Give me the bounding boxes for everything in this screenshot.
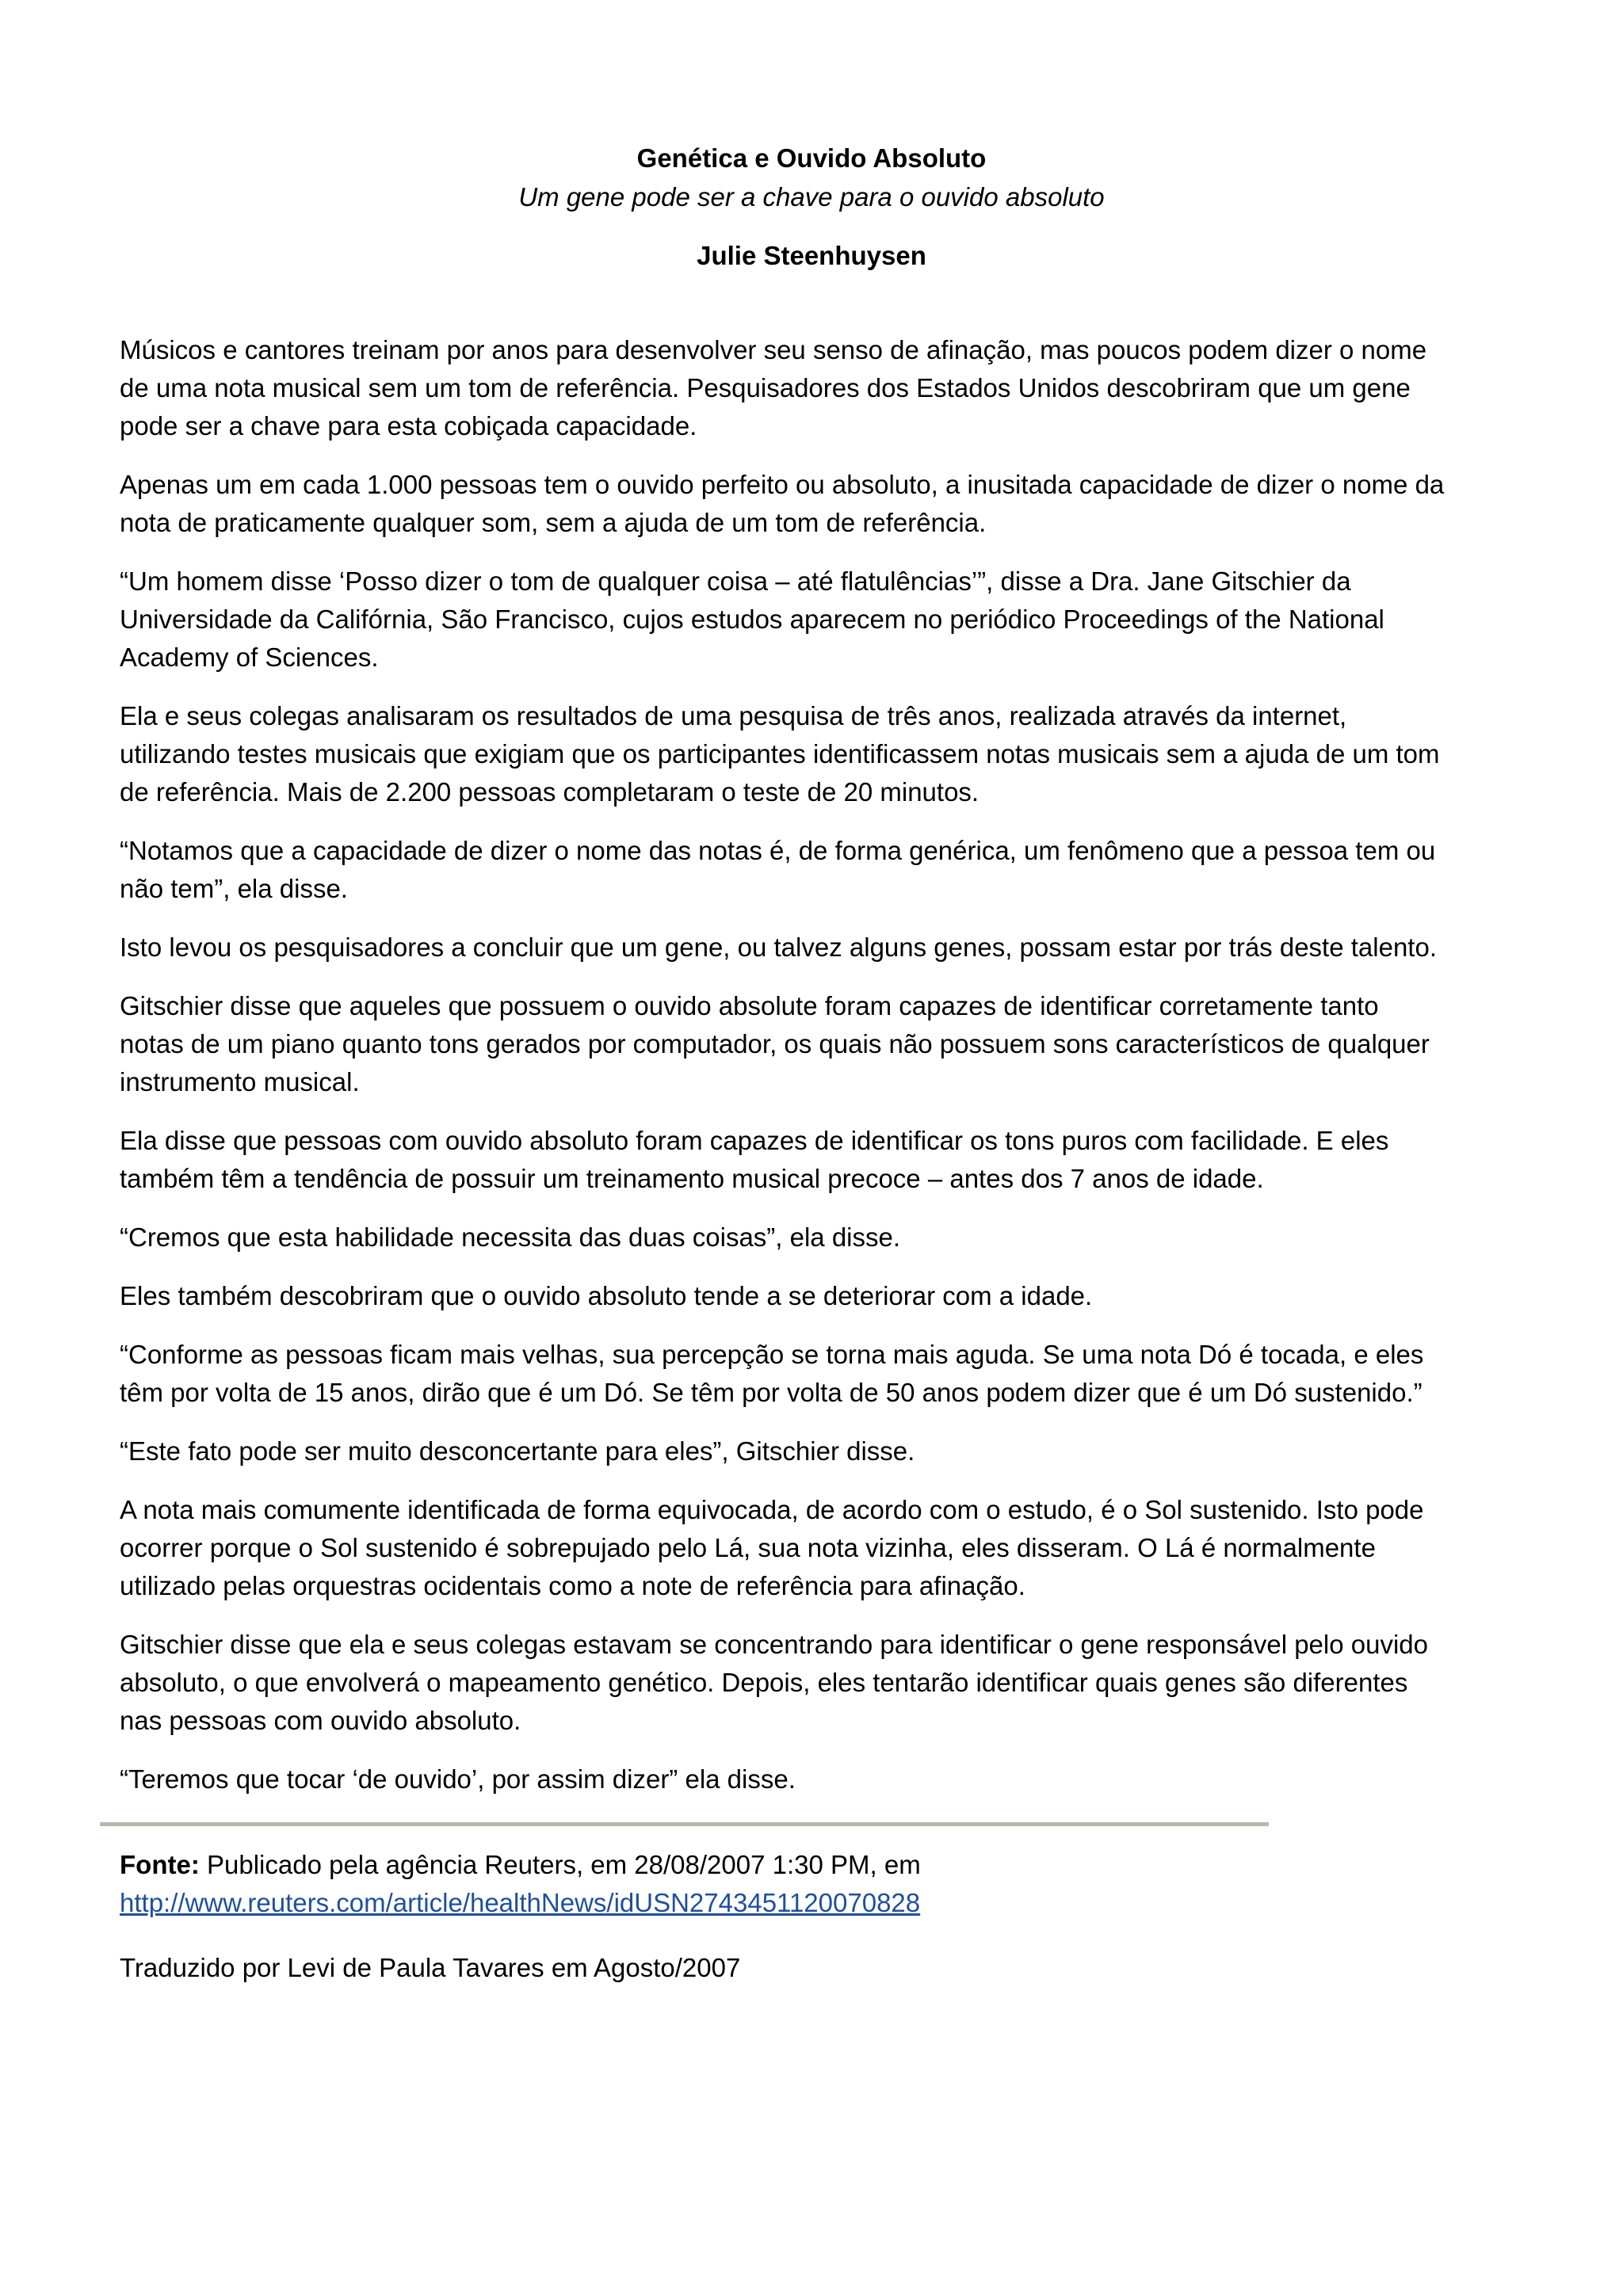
- paragraph-line: absoluto, o que envolverá o mapeamento genético. Depois, eles tentarão identificar quais genes são diferentes: [120, 1668, 1408, 1697]
- paragraph-line: nas pessoas com ouvido absoluto.: [120, 1706, 521, 1735]
- paragraph-line: pode ser a chave para esta cobiçada capacidade.: [120, 411, 697, 441]
- paragraph-line: não tem”, ela disse.: [120, 874, 348, 903]
- article-subtitle: Um gene pode ser a chave para o ouvido absoluto: [518, 182, 1105, 212]
- paragraph-line: utilizando testes musicais que exigiam que os participantes identificassem notas musicais sem a ajuda de um tom: [120, 739, 1440, 769]
- body-paragraph: [120, 1122, 1524, 1198]
- horizontal-divider: [100, 1822, 1269, 1826]
- article-author: Julie Steenhuysen: [697, 241, 926, 270]
- paragraph-line: “Cremos que esta habilidade necessita das duas coisas”, ela disse.: [120, 1222, 901, 1252]
- paragraph-line: instrumento musical.: [120, 1067, 360, 1097]
- paragraph-line: de uma nota musical sem um tom de referência. Pesquisadores dos Estados Unidos descobriram que um gene: [120, 373, 1411, 402]
- paragraph-line: “Teremos que tocar ‘de ouvido’, por assim dizer” ela disse.: [120, 1764, 796, 1794]
- body-paragraph: [120, 697, 1524, 811]
- paragraph-line: “Um homem disse ‘Posso dizer o tom de qualquer coisa – até flatulências’”, disse a Dra. Jane Gitschier da: [120, 566, 1351, 596]
- body-paragraph: [120, 929, 1524, 967]
- source-text: Publicado pela agência Reuters, em 28/08/2007 1:30 PM, em: [199, 1850, 921, 1879]
- paragraph-line: “Conforme as pessoas ficam mais velhas, sua percepção se torna mais aguda. Se uma nota Dó é tocada, e eles: [120, 1340, 1424, 1369]
- body-paragraph: [120, 1760, 1524, 1798]
- body-paragraph: [120, 1277, 1524, 1315]
- body-paragraph: [120, 466, 1524, 542]
- paragraph-line: Universidade da Califórnia, São Francisco, cujos estudos aparecem no periódico Proceedings of the National: [120, 605, 1384, 634]
- translator-credit: Traduzido por Levi de Paula Tavares em Agosto/2007: [120, 1953, 741, 1982]
- paragraph-line: ocorrer porque o Sol sustenido é sobrepujado pelo Lá, sua nota vizinha, eles disseram. O Lá é normalmente: [120, 1533, 1376, 1562]
- paragraph-line: Ela disse que pessoas com ouvido absoluto foram capazes de identificar os tons puros com facilidade. E eles: [120, 1126, 1389, 1155]
- paragraph-line: Isto levou os pesquisadores a concluir que um gene, ou talvez alguns genes, possam estar por trás deste talento.: [120, 933, 1437, 962]
- paragraph-line: Academy of Sciences.: [120, 643, 379, 672]
- paragraph-line: têm por volta de 15 anos, dirão que é um Dó. Se têm por volta de 50 anos podem dizer que é um Dó sustenido.”: [120, 1378, 1423, 1407]
- article-title: Genética e Ouvido Absoluto: [636, 143, 987, 173]
- body-paragraph: [120, 987, 1524, 1101]
- paragraph-line: A nota mais comumente identificada de forma equivocada, de acordo com o estudo, é o Sol sustenido. Isto pode: [120, 1495, 1424, 1524]
- article-body: [120, 331, 1524, 1798]
- body-paragraph: [120, 1491, 1524, 1605]
- paragraph-line: Apenas um em cada 1.000 pessoas tem o ouvido perfeito ou absoluto, a inusitada capacidade de dizer o nome da: [120, 470, 1445, 499]
- paragraph-line: Gitschier disse que aqueles que possuem o ouvido absolute foram capazes de identificar corretamente tanto: [120, 991, 1379, 1020]
- paragraph-line: Músicos e cantores treinam por anos para desenvolver seu senso de afinação, mas poucos podem dizer o nome: [120, 335, 1427, 364]
- source-citation: [120, 1846, 921, 1922]
- paragraph-line: de referência. Mais de 2.200 pessoas completaram o teste de 20 minutos.: [120, 777, 980, 807]
- body-paragraph: [120, 1626, 1524, 1740]
- body-paragraph: [120, 1336, 1524, 1412]
- source-link[interactable]: http://www.reuters.com/article/healthNews/idUSN2743451120070828: [120, 1888, 921, 1917]
- paragraph-line: Eles também descobriram que o ouvido absoluto tende a se deteriorar com a idade.: [120, 1281, 1093, 1310]
- paragraph-line: Gitschier disse que ela e seus colegas estavam se concentrando para identificar o gene responsável pelo ouvido: [120, 1630, 1428, 1659]
- body-paragraph: [120, 1432, 1524, 1470]
- paragraph-line: notas de um piano quanto tons gerados por computador, os quais não possuem sons característicos de qualquer: [120, 1029, 1430, 1058]
- body-paragraph: [120, 563, 1524, 677]
- paragraph-line: “Notamos que a capacidade de dizer o nome das notas é, de forma genérica, um fenômeno que a pessoa tem ou: [120, 836, 1436, 865]
- paragraph-line: utilizado pelas orquestras ocidentais como a note de referência para afinação.: [120, 1571, 1025, 1600]
- paragraph-line: Ela e seus colegas analisaram os resultados de uma pesquisa de três anos, realizada através da internet,: [120, 701, 1347, 730]
- paragraph-line: também têm a tendência de possuir um treinamento musical precoce – antes dos 7 anos de idade.: [120, 1164, 1264, 1193]
- body-paragraph: [120, 331, 1524, 445]
- body-paragraph: [120, 832, 1524, 908]
- source-label: Fonte:: [120, 1850, 200, 1879]
- body-paragraph: [120, 1219, 1524, 1257]
- paragraph-line: nota de praticamente qualquer som, sem a ajuda de um tom de referência.: [120, 508, 987, 537]
- paragraph-line: “Este fato pode ser muito desconcertante para eles”, Gitschier disse.: [120, 1436, 915, 1466]
